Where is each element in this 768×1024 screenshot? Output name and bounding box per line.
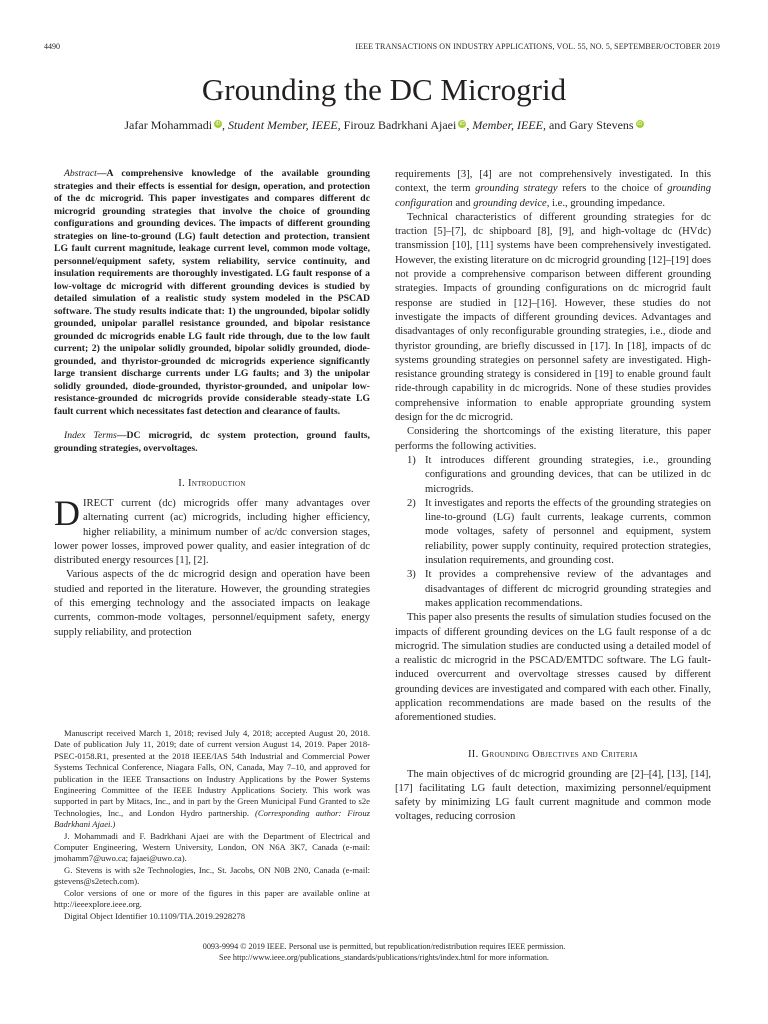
copyright-line: 0093-9994 © 2019 IEEE. Personal use is permitted, but republication/redistribution requires IEEE permission. <box>202 942 566 951</box>
color-figures-note: Color versions of one or more of the figures in this paper are available online at http://ieeexplore.ieee.org. <box>54 887 370 910</box>
abstract <box>54 168 370 418</box>
author-name: and Gary Stevens <box>545 118 634 132</box>
list-number: 2) <box>407 497 416 509</box>
abstract-lead: Abstract <box>64 168 97 179</box>
list-number: 1) <box>407 454 416 466</box>
author-membership: , Student Member, IEEE, <box>222 118 341 132</box>
orcid-icon[interactable]: iD <box>459 121 465 127</box>
manuscript-note <box>54 728 370 831</box>
drop-cap: D <box>54 493 80 533</box>
paragraph-text: refers to the choice of <box>557 183 668 195</box>
author-name: Jafar Mohammadi <box>124 118 213 132</box>
rights-link-line: See http://www.ieee.org/publications_standards/publications/rights/index.html for more information. <box>219 953 549 962</box>
paragraph-text: and <box>452 197 474 209</box>
section-heading-grounding-objectives <box>395 748 711 762</box>
abstract-text: —A comprehensive knowledge of the available grounding strategies and their effects is essential for design, operation, and protection of the dc microgrid. This paper investigates and compares different dc microgrid grounding strategies that involve the choice of grounding configurations and grounding devices. The impacts of different grounding strategies on line-to-ground (LG) fault detection and protection, transient LG fault current magnitude, leakage current level, common mode voltage, personnel/equipment safety, system reliability, service continuity, and insulation requirements are thoroughly investigated. LG fault response of a low-voltage dc microgrid with different grounding devices is studied by detailed simulation of a realistic study system modeled in the PSCAD software. The study results indicate that: 1) the ungrounded, bipolar solidly grounded, unipolar parallel resistance grounded, and bipolar resistance grounded dc microgrids enable LG fault ride through, due to the low fault current; 2) the unipolar solidly grounded, bipolar solidly grounded, diode-grounded, and thyristor-grounded dc microgrids experience significantly large transient discharge currents under LG faults; and 3) the unipolar solidly grounded, diode-grounded, thyristor-grounded, and unipolar low-resistance-grounded dc microgrids provide considerable steady-state LG fault current which necessitates fast detection and clearance of faults. <box>54 168 370 417</box>
intro-paragraph-2: Various aspects of the dc microgrid design and operation have been studied and reported in the literature. However, the grounding strategies of this emerging technology and the associated impacts on leakage currents, common-mode voltages, personnel/equipment safety, energy supply reliability, and protection <box>54 569 370 638</box>
list-item <box>395 568 711 611</box>
paragraph-text: IRECT current (dc) microgrids offer many advantages over alternating current (ac) microgrids, including higher efficiency, higher reliability, a minimum number of ac/dc conversion stages, lower power losses, improved power quality, and easier integration of dc distributed energy resources [1], [2]. <box>54 498 370 567</box>
section-heading-introduction <box>54 477 370 491</box>
journal-header: IEEE TRANSACTIONS ON INDUSTRY APPLICATIONS, VOL. 55, NO. 5, SEPTEMBER/OCTOBER 2019 <box>355 42 720 51</box>
section-numeral: I. <box>178 478 189 489</box>
author-membership: , Member, IEEE, <box>466 118 546 132</box>
list-text: It introduces different grounding strategies, i.e., grounding configurations and grounding devices, that can be utilized in dc microgrids. <box>425 454 711 495</box>
term-grounding-device: grounding device <box>473 197 547 209</box>
list-item <box>395 497 711 568</box>
literature-paragraph: Technical characteristics of different grounding strategies for dc traction [5]–[7], dc shipboard [8], [9], and high-voltage dc (HVdc) transmission [10], [11] systems have been comprehensively investigated. However, the existing literature on dc microgrid grounding [12]–[19] does not provide a comprehensive comparison between different grounding strategies. Impacts of grounding configurations on dc microgrid fault response are studied in [12]–[16]. However, these studies do not investigate the impacts of different grounding devices. Advantages and disadvantages of only reconfigurable grounding strategies, i.e., diode and thyristor grounding, are briefly discussed in [17]. In [18], impacts of dc systems grounding strategies on personnel safety are investigated. High-resistance grounding strategy is considered in [19] to enable ground fault ride-through capability in dc microgrids. None of these studies provides comprehensive information to enable appropriate grounding system design for the dc microgrid. <box>395 211 711 424</box>
section-title: Grounding Objectives and Criteria <box>481 748 639 760</box>
paragraph-text: , i.e., grounding impedance. <box>546 197 665 209</box>
corresponding-author-note: (Corresponding author: Firouz Badrkhani Ajaei.) <box>54 807 370 830</box>
contributions-list <box>395 454 711 611</box>
left-column <box>54 168 370 640</box>
footnotes <box>54 728 370 922</box>
index-terms-text: —DC microgrid, dc system protection, ground faults, grounding strategies, overvoltages. <box>54 430 370 454</box>
intro-paragraph-1 <box>54 493 370 568</box>
orcid-icon[interactable]: iD <box>637 121 642 127</box>
list-text: It investigates and reports the effects of the grounding strategies on line-to-ground (LG) fault currents, leakage currents, common mode voltages, safety of personnel and equipment, system reliability, power supply continuity, required protection strategies, insulation requirements, and grounding cost. <box>425 497 711 567</box>
section-title: Introduction <box>188 478 246 489</box>
affiliation-note: J. Mohammadi and F. Badrkhani Ajaei are with the Department of Electrical and Computer Engineering, Western University, London, ON N6A 3K7, Canada (e-mail: jmohamm7@uwo.ca; fajaei@uwo.ca). <box>54 830 370 864</box>
list-item <box>395 454 711 497</box>
objectives-paragraph: The main objectives of dc microgrid grounding are [2]–[4], [13], [14], [17] facilitating LG fault detection, maximizing personnel/equipment safety by minimizing LG fault current magnitude and common mode voltages, reducing corrosion <box>395 768 711 823</box>
paragraph-text: requirements [3], [4] are not comprehensively investigated. In this context, the term <box>395 169 711 195</box>
doi-note: Digital Object Identifier 10.1109/TIA.2019.2928278 <box>64 910 246 921</box>
copyright-notice <box>0 941 768 963</box>
simulation-paragraph: This paper also presents the results of simulation studies focused on the impacts of different grounding devices on the LG fault response of a dc microgrid. The simulation studies are conducted using a detailed model of a realistic dc microgrid in the PSCAD/EMTDC software. The LG fault-induced overcurrent and overvoltage stresses caused by different grounding devices are investigated and compared with each other. Finally, application recommendations are made based on the results of the aforementioned studies. <box>395 612 711 724</box>
affiliation-note: G. Stevens is with s2e Technologies, Inc., St. Jacobs, ON N0B 2N0, Canada (e-mail: gstevens@s2etech.com). <box>54 864 370 887</box>
activities-intro: Considering the shortcomings of the existing literature, this paper performs the following activities. <box>395 426 711 452</box>
index-terms <box>54 430 370 455</box>
section-numeral: II. <box>467 748 482 760</box>
footnote-text: Manuscript received March 1, 2018; revised July 4, 2018; accepted August 20, 2018. Date of publication July 11, 2019; date of current version August 14, 2019. Paper 2018-PSEC-0158.R1, presented at the 2018 IEEE/IAS 54th Industrial and Commercial Power Systems Technical Conference, Niagara Falls, ON, Canada, May 7–10, and approved for publication in the IEEE Transactions on Industry Applications by the Power Systems Engineering Committee of the IEEE Industry Applications Society. This work was supported in part by Mitacs, Inc., and in part by the Green Municipal Fund Granted to s2e Technologies, Inc., and London Hydro partnership. <box>54 728 370 818</box>
list-text: It provides a comprehensive review of the advantages and disadvantages of different dc microgrid grounding strategies and makes application recommendations. <box>425 569 711 609</box>
term-grounding-configuration: grounding configuration <box>395 183 712 209</box>
paper-title: Grounding the DC Microgrid <box>201 72 567 107</box>
orcid-icon[interactable]: iD <box>215 121 221 127</box>
author-line <box>0 117 768 133</box>
author-name: Firouz Badrkhani Ajaei <box>340 118 457 132</box>
index-terms-lead: Index Terms <box>64 430 117 441</box>
continued-paragraph <box>395 168 711 211</box>
right-column <box>395 168 711 825</box>
list-number: 3) <box>407 569 416 581</box>
page-number: 4490 <box>44 42 60 51</box>
term-grounding-strategy: grounding strategy <box>475 183 558 195</box>
